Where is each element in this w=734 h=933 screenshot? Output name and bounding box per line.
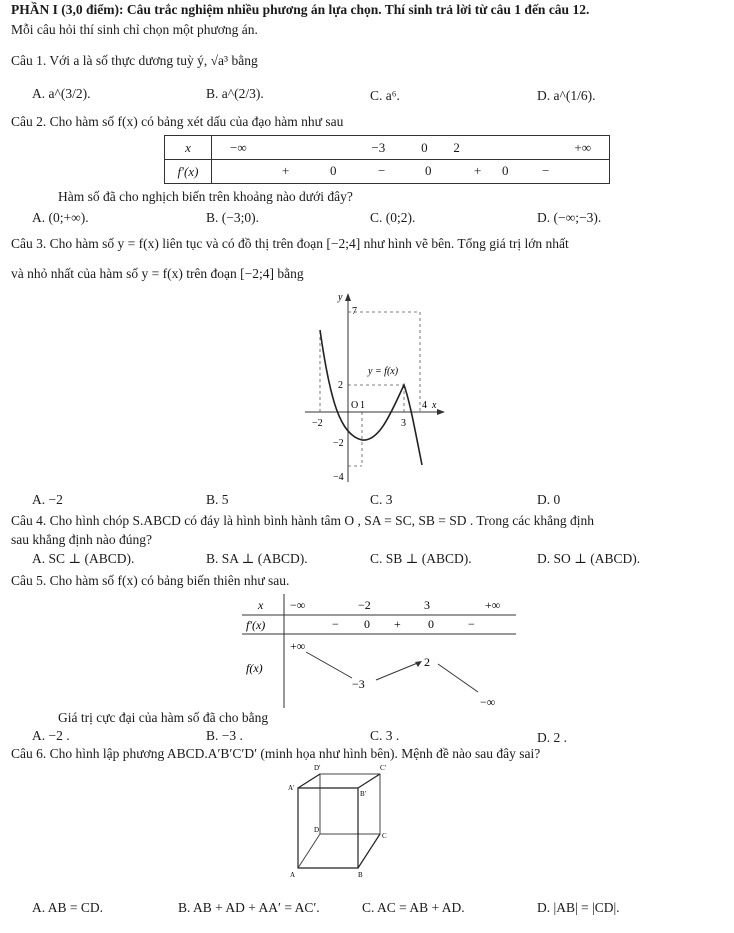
q4-stem-line1: Câu 4. Cho hình chóp S.ABCD có đáy là hình bình hành tâm O , SA = SC, SB = SD . Trong các khẳng định — [11, 513, 594, 528]
q5-f-val: 2 — [424, 655, 430, 669]
q1-option-a[interactable]: A. a^(3/2). — [32, 86, 91, 101]
sign: − — [542, 163, 550, 178]
q3-tick: −2 — [312, 418, 323, 429]
q3-curve-label: y = f(x) — [368, 366, 399, 377]
q2-question: Hàm số đã cho nghịch biến trên khoảng nào dưới đây? — [58, 189, 353, 204]
q3-tick: 7 — [352, 306, 357, 317]
q3-option-b[interactable]: B. 5 — [206, 492, 229, 507]
sign: 0 — [425, 163, 432, 178]
q3-x-axis-label: x — [432, 400, 437, 411]
q6-label: D′ — [314, 764, 321, 772]
sign: 0 — [502, 163, 509, 178]
q5-option-b[interactable]: B. −3 . — [206, 728, 243, 743]
q3-y-axis-label: y — [338, 292, 343, 303]
q5-x-val: 3 — [424, 598, 430, 612]
part-note: Mỗi câu hỏi thí sinh chỉ chọn một phương án. — [11, 22, 258, 37]
q2-table-x-val: 0 — [408, 136, 440, 160]
q6-label: A — [290, 871, 296, 879]
q5-f-val: −∞ — [480, 695, 496, 709]
q6-label: B′ — [360, 790, 367, 798]
q5-sign: 0 — [428, 617, 434, 631]
sign: 0 — [330, 163, 337, 178]
q6-cube — [284, 760, 394, 880]
q4-stem-line2: sau khẳng định nào đúng? — [11, 532, 152, 547]
q6-label: B — [358, 871, 363, 879]
q5-option-d[interactable]: D. 2 . — [537, 730, 567, 745]
q3-tick: 4 — [422, 400, 427, 411]
q5-x-val: +∞ — [485, 598, 501, 612]
sign: + — [474, 163, 482, 178]
q6-label: D — [314, 826, 320, 834]
q1-stem: Câu 1. Với a là số thực dương tuỳ ý, √a³ bằng — [11, 53, 258, 68]
q2-table-fprime-label: f′(x) — [165, 160, 212, 184]
q2-table-x-val: +∞ — [473, 136, 610, 160]
q5-x-val: −∞ — [290, 598, 306, 612]
q5-f-val: −3 — [352, 677, 365, 691]
q3-stem-line1: Câu 3. Cho hàm số y = f(x) liên tục và có đồ thị trên đoạn [−2;4] như hình vẽ bên. Tổng giá trị lớn nhất — [11, 236, 569, 251]
q4-option-b[interactable]: B. SA ⊥ (ABCD). — [206, 551, 308, 566]
q2-table-x-val: −∞ — [212, 136, 349, 160]
q6-label: C′ — [380, 764, 387, 772]
q6-option-b[interactable]: B. AB + AD + AA′ = AC′. — [178, 900, 320, 915]
q6-option-c[interactable]: C. AC = AB + AD. — [362, 900, 465, 915]
q6-label: A′ — [288, 784, 295, 792]
q5-fprime-label: f′(x) — [246, 618, 266, 632]
q3-tick: −4 — [333, 472, 344, 483]
q3-tick: O — [351, 400, 359, 411]
sign: − — [378, 163, 386, 178]
q5-question: Giá trị cực đại của hàm số đã cho bằng — [58, 710, 269, 725]
part-header: PHẦN I (3,0 điểm): Câu trắc nghiệm nhiều phương án lựa chọn. Thí sinh trả lời từ câu 1 đến câu 12. — [11, 2, 590, 17]
q2-stem: Câu 2. Cho hàm số f(x) có bảng xét dấu của đạo hàm như sau — [11, 114, 344, 129]
q2-option-d[interactable]: D. (−∞;−3). — [537, 210, 602, 225]
q5-f-val: +∞ — [290, 639, 306, 653]
q5-sign: − — [468, 617, 475, 631]
q4-option-d[interactable]: D. SO ⊥ (ABCD). — [537, 551, 641, 566]
q3-stem-line2: và nhỏ nhất của hàm số y = f(x) trên đoạn [−2;4] bằng — [11, 266, 304, 281]
q2-option-a[interactable]: A. (0;+∞). — [32, 210, 89, 225]
sign: + — [282, 163, 290, 178]
q5-x-label: x — [258, 598, 264, 612]
q6-label: C — [382, 832, 387, 840]
q4-option-a[interactable]: A. SC ⊥ (ABCD). — [32, 551, 135, 566]
q3-graph — [300, 290, 450, 486]
q5-f-label: f(x) — [246, 661, 263, 675]
q3-tick: 1 — [360, 400, 365, 411]
q2-sign-table — [164, 135, 610, 184]
q3-option-c[interactable]: C. 3 — [370, 492, 393, 507]
q2-table-x-val: 2 — [440, 136, 472, 160]
q1-option-b[interactable]: B. a^(2/3). — [206, 86, 264, 101]
q6-option-d[interactable]: D. |AB| = |CD|. — [537, 900, 620, 915]
q2-table-x-label: x — [165, 136, 212, 160]
q3-tick: −2 — [333, 438, 344, 449]
q5-option-a[interactable]: A. −2 . — [32, 728, 70, 743]
q5-option-c[interactable]: C. 3 . — [370, 728, 400, 743]
q5-stem: Câu 5. Cho hàm số f(x) có bảng biến thiên như sau. — [11, 573, 290, 588]
q5-x-val: −2 — [358, 598, 371, 612]
q3-option-a[interactable]: A. −2 — [32, 492, 63, 507]
q3-option-d[interactable]: D. 0 — [537, 492, 561, 507]
q5-variation-table — [240, 592, 520, 710]
q2-option-c[interactable]: C. (0;2). — [370, 210, 416, 225]
q1-option-c[interactable]: C. a⁶. — [370, 88, 400, 103]
q3-tick: 3 — [401, 418, 406, 429]
q1-option-d[interactable]: D. a^(1/6). — [537, 88, 596, 103]
q4-option-c[interactable]: C. SB ⊥ (ABCD). — [370, 551, 472, 566]
q2-table-signs — [212, 160, 610, 184]
q2-table-x-val: −3 — [348, 136, 408, 160]
q5-sign: + — [394, 617, 401, 631]
q2-option-b[interactable]: B. (−3;0). — [206, 210, 259, 225]
q6-option-a[interactable]: A. AB = CD. — [32, 900, 104, 915]
q5-sign: − — [332, 617, 339, 631]
q3-tick: 2 — [338, 380, 343, 391]
q6-stem: Câu 6. Cho hình lập phương ABCD.A′B′C′D′ (minh họa như hình bên). Mệnh đề nào sau đây sai? — [11, 746, 541, 761]
q5-sign: 0 — [364, 617, 370, 631]
